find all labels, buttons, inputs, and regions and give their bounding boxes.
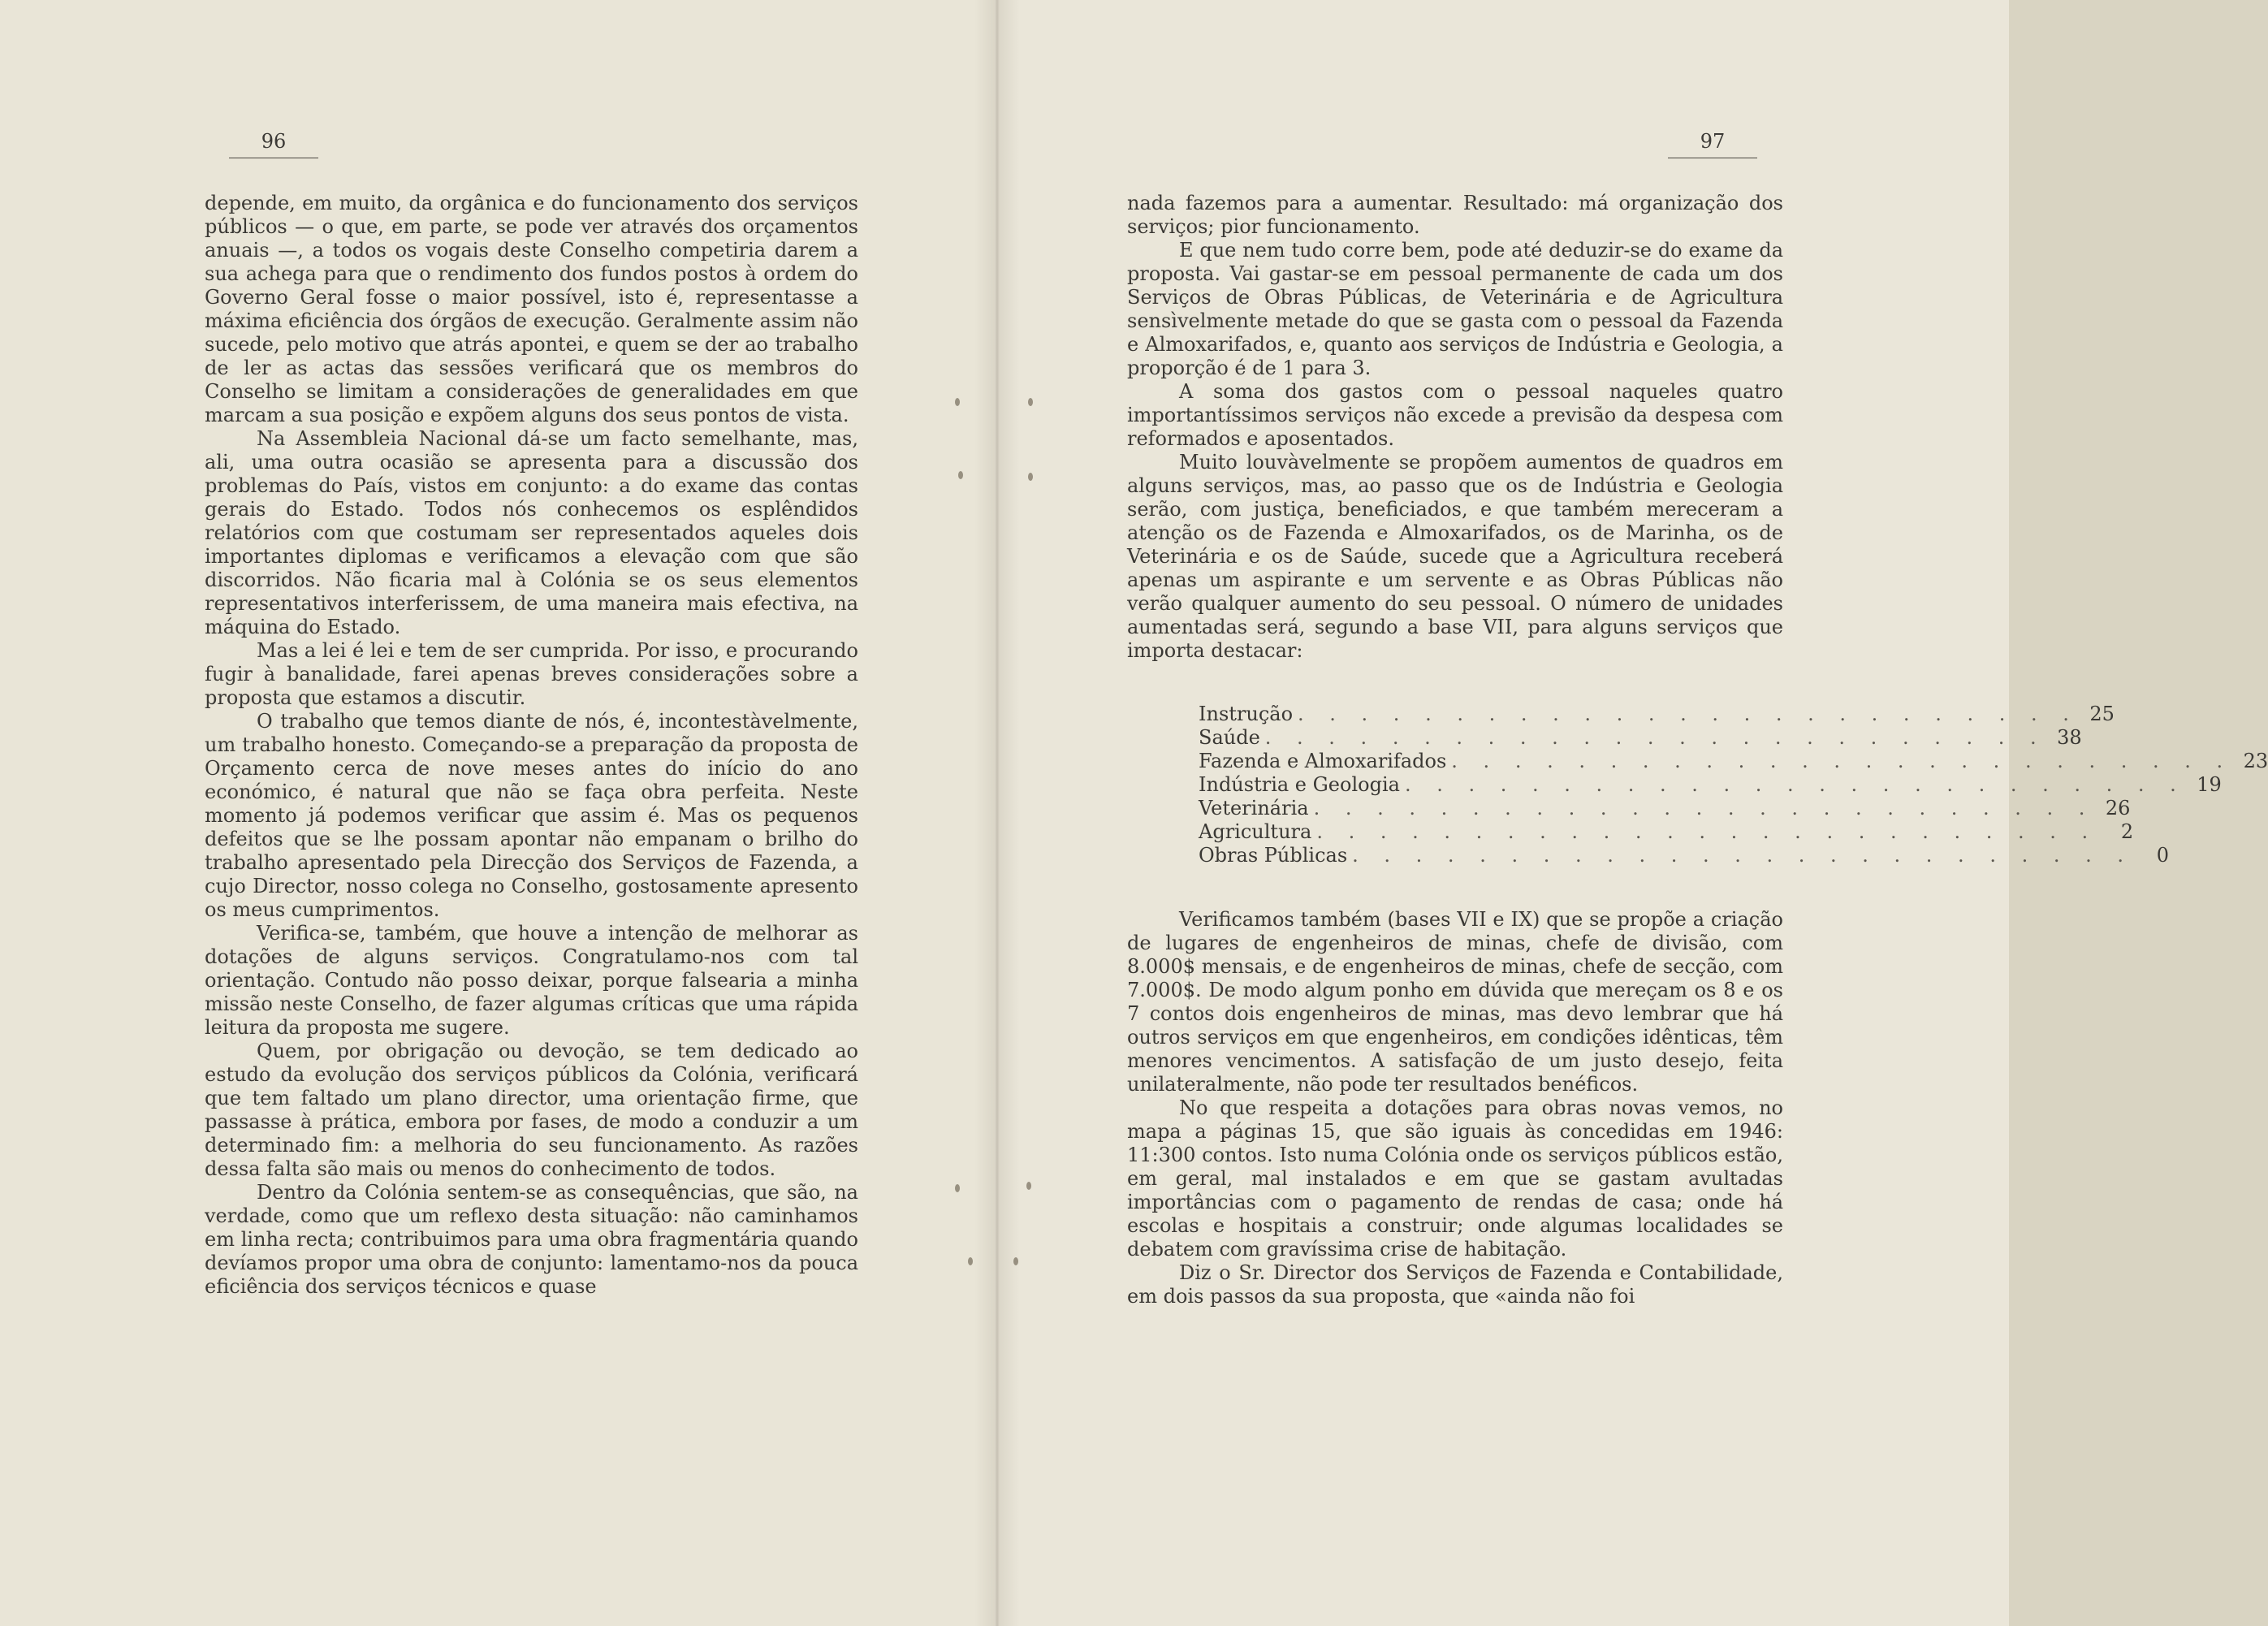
row-value: 38 xyxy=(2057,726,2082,749)
row-value: 23 xyxy=(2243,750,2268,772)
table-row xyxy=(1199,773,2222,797)
staple-mark xyxy=(1026,1182,1031,1190)
row-value: 0 xyxy=(2156,844,2169,867)
row-label: Indústria e Geologia xyxy=(1199,773,1400,796)
paragraph: depende, em muito, da orgânica e do funcionamento dos serviços públicos — o que, em parte, se pode ver através dos orçamentos anuais —, a todos os vogais deste Conselho competiria darem a sua achega para que o rendimento dos fundos postos à ordem do Governo Geral fosse o maior possível, isto é, representasse a máxima eficiência dos órgãos de execução. Geralmente assim não sucede, pelo motivo que atrás apontei, e quem se der ao trabalho de ler as actas das sessões verificará que os membros do Conselho se limitam a considerações de generalidades em que marcam a sua posição e expõem alguns dos seus pontos de vista. xyxy=(205,192,858,426)
row-label: Agricultura xyxy=(1199,820,1312,843)
paragraph: Verificamos também (bases VII e IX) que se propõe a criação de lugares de engenheiros de minas, chefe de divisão, com 8.000$ mensais, e de engenheiros de minas, chefe de secção, com 7.000$. De modo algum ponho em dúvida que mereçam os 8 e os 7 contos dois engenheiros de minas, mas devo lembrar que há outros serviços em que engenheiros, em condições idênticas, têm menores vencimentos. A satisfação de um justo desejo, feita unilateralmente, não pode ter resultados benéficos. xyxy=(1127,908,1783,1096)
paragraph: No que respeita a dotações para obras novas vemos, no mapa a páginas 15, que são iguais às concedidas em 1946: 11:300 contos. Isto numa Colónia onde os serviços públicos estão, em geral, mal instalados e em que se gastam avultadas importâncias com o pagamento de rendas de casa; onde há escolas e hospitais a construir; onde algumas localidades se debatem com gravíssima crise de habitação. xyxy=(1127,1096,1783,1261)
paragraph: Mas a lei é lei e tem de ser cumprida. Por isso, e procurando fugir à banalidade, farei apenas breves considerações sobre a proposta que estamos a discutir. xyxy=(205,639,858,709)
staple-mark xyxy=(1028,473,1033,481)
paragraph: O trabalho que temos diante de nós, é, incontestàvelmente, um trabalho honesto. Começando-se a preparação da proposta de Orçamento cerca de nove meses antes do início do ano económico, é natural que não se faça obra perfeita. Neste momento já podemos verificar que assim é. Mas os pequenos defeitos que se lhe possam apontar não empanam o brilho do trabalho apresentado pela Direcção dos Serviços de Fazenda, a cujo Director, nosso colega no Conselho, gostosamente apresento os meus cumprimentos. xyxy=(205,710,858,921)
row-value: 26 xyxy=(2105,797,2131,819)
paragraph: Quem, por obrigação ou devoção, se tem dedicado ao estudo da evolução dos serviços públicos da Colónia, verificará que tem faltado um plano director, uma orientação firme, que passasse à prática, embora por fases, de modo a conduzir a um determinado fim: a melhoria do seu funcionamento. As razões dessa falta são mais ou menos do conhecimento de todos. xyxy=(205,1040,858,1180)
staple-mark xyxy=(955,398,960,406)
row-label: Obras Públicas xyxy=(1199,844,1348,867)
leader-dots: . . . . . . . . . . . . . . . . . . . . . . . . . xyxy=(1313,797,2095,819)
units-table xyxy=(1199,703,2268,867)
paragraph: Dentro da Colónia sentem-se as consequências, que são, na verdade, como que um reflexo desta situação: não caminhamos em linha recta; contribuimos para uma obra fragmentária quando devíamos propor uma obra de conjunto: lamentamo-nos da pouca eficiência dos serviços técnicos e quase xyxy=(205,1181,858,1298)
table-row xyxy=(1199,844,2169,867)
leader-dots: . . . . . . . . . . . . . . . . . . . . . . . . . xyxy=(1264,726,2046,749)
row-value: 25 xyxy=(2089,703,2115,725)
leader-dots: . . . . . . . . . . . . . . . . . . . . . . . . . xyxy=(1352,844,2133,867)
leader-dots: . . . . . . . . . . . . . . . . . . . . . . . . . xyxy=(1451,750,2233,772)
paragraph: A soma dos gastos com o pessoal naqueles quatro importantíssimos serviços não excede a previsão da despesa com reformados e aposentados. xyxy=(1127,380,1783,450)
row-label: Veterinária xyxy=(1199,797,1309,819)
book-gutter xyxy=(974,0,1020,1626)
paragraph: nada fazemos para a aumentar. Resultado: má organização dos serviços; pior funcionamento. xyxy=(1127,192,1783,238)
staple-mark xyxy=(1013,1257,1018,1265)
row-value: 2 xyxy=(2120,820,2134,843)
staple-mark xyxy=(955,1184,960,1192)
table-row xyxy=(1199,703,2115,726)
staple-mark xyxy=(958,471,963,479)
page-number: 96 xyxy=(229,130,318,158)
row-label: Saúde xyxy=(1199,726,1260,749)
left-body-text xyxy=(205,192,858,1299)
page-number: 97 xyxy=(1668,130,1757,158)
right-page xyxy=(996,0,2268,1626)
staple-mark xyxy=(1028,398,1033,406)
paragraph: Muito louvàvelmente se propõem aumentos de quadros em alguns serviços, mas, ao passo que os de Indústria e Geologia serão, com justiça, beneficiados, e que também mereceram a atenção os de Fazenda e Almoxarifados, os de Marinha, os de Veterinária e os de Saúde, sucede que a Agricultura receberá apenas um aspirante e um servente e as Obras Públicas não verão qualquer aumento do seu pessoal. O número de unidades aumentadas será, segundo a base VII, para alguns serviços que importa destacar: xyxy=(1127,451,1783,662)
leader-dots: . . . . . . . . . . . . . . . . . . . . . . . . . xyxy=(1316,820,2098,843)
paragraph: Na Assembleia Nacional dá-se um facto semelhante, mas, ali, uma outra ocasião se apresenta para a discussão dos problemas do País, vistos em conjunto: a do exame das contas gerais do Estado. Todos nós conhecemos os esplêndidos relatórios com que costumam ser representados aqueles dois importantes diplomas e verificamos a elevação com que são discorridos. Não ficaria mal à Colónia se os seus elementos representativos interferissem, de uma maneira mais efectiva, na máquina do Estado. xyxy=(205,427,858,638)
paragraph: E que nem tudo corre bem, pode até deduzir-se do exame da proposta. Vai gastar-se em pessoal permanente de cada um dos Serviços de Obras Públicas, de Veterinária e de Agricultura sensìvelmente metade do que se gasta com o pessoal da Fazenda e Almoxarifados, e, quanto aos serviços de Indústria e Geologia, a proporção é de 1 para 3. xyxy=(1127,239,1783,379)
row-value: 19 xyxy=(2197,773,2222,796)
paragraph: Diz o Sr. Director dos Serviços de Fazenda e Contabilidade, em dois passos da sua proposta, que «ainda não foi xyxy=(1127,1261,1783,1308)
paragraph: Verifica-se, também, que houve a intenção de melhorar as dotações de alguns serviços. Congratulamo-nos com tal orientação. Contudo não posso deixar, porque falsearia a minha missão neste Conselho, de fazer algumas críticas que uma rápida leitura da proposta me sugere. xyxy=(205,922,858,1039)
leader-dots: . . . . . . . . . . . . . . . . . . . . . . . . . xyxy=(1298,703,2079,725)
right-body-text-bottom xyxy=(1127,908,1783,1308)
table-row xyxy=(1199,820,2134,844)
table-row xyxy=(1199,750,2268,773)
table-row xyxy=(1199,726,2082,750)
row-label: Instrução xyxy=(1199,703,1294,725)
row-label: Fazenda e Almoxarifados xyxy=(1199,750,1447,772)
right-body-text-top xyxy=(1127,192,1783,663)
left-page xyxy=(0,0,996,1626)
leader-dots: . . . . . . . . . . . . . . . . . . . . . . . . . xyxy=(1404,773,2186,796)
table-row xyxy=(1199,797,2131,820)
staple-mark xyxy=(968,1257,973,1265)
